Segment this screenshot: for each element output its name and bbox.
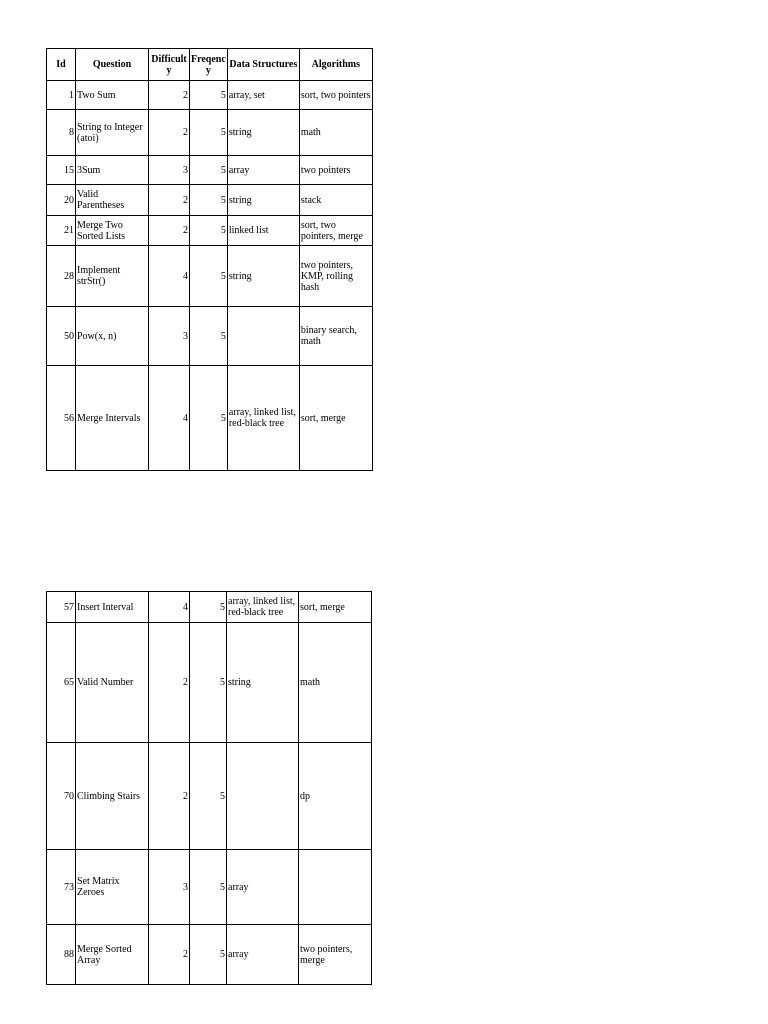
table-row: [47, 185, 373, 216]
table-row: [47, 156, 373, 185]
table-row: [47, 307, 373, 366]
cell-question: Merge Sorted Array: [76, 925, 149, 985]
cell-difficulty: 4: [149, 246, 190, 307]
cell-frequency: 5: [190, 623, 227, 743]
header-difficulty: Difficult y: [149, 49, 190, 81]
cell-frequency: 5: [190, 366, 228, 471]
cell-data-structures: string: [227, 110, 299, 156]
cell-id: 21: [47, 216, 76, 246]
cell-algorithms: sort, two pointers: [299, 81, 372, 110]
cell-id: 20: [47, 185, 76, 216]
cell-frequency: 5: [190, 925, 227, 985]
cell-data-structures: array, linked list, red-black tree: [227, 366, 299, 471]
cell-data-structures: array: [227, 850, 299, 925]
cell-question: Implement strStr(): [76, 246, 149, 307]
header-frequency: Freqenc y: [190, 49, 228, 81]
header-data-structures: Data Structures: [227, 49, 299, 81]
cell-frequency: 5: [190, 216, 228, 246]
cell-difficulty: 3: [149, 307, 190, 366]
cell-id: 70: [47, 743, 76, 850]
cell-frequency: 5: [190, 743, 227, 850]
cell-frequency: 5: [190, 850, 227, 925]
cell-data-structures: array: [227, 156, 299, 185]
cell-algorithms: binary search, math: [299, 307, 372, 366]
cell-question: Valid Number: [76, 623, 149, 743]
cell-frequency: 5: [190, 110, 228, 156]
cell-question: 3Sum: [76, 156, 149, 185]
cell-algorithms: two pointers, KMP, rolling hash: [299, 246, 372, 307]
cell-difficulty: 2: [149, 743, 190, 850]
cell-data-structures: [227, 307, 299, 366]
cell-frequency: 5: [190, 81, 228, 110]
cell-algorithms: two pointers, merge: [299, 925, 372, 985]
cell-algorithms: dp: [299, 743, 372, 850]
cell-id: 88: [47, 925, 76, 985]
cell-question: Climbing Stairs: [76, 743, 149, 850]
cell-data-structures: array, set: [227, 81, 299, 110]
cell-data-structures: string: [227, 246, 299, 307]
cell-id: 28: [47, 246, 76, 307]
cell-id: 1: [47, 81, 76, 110]
cell-algorithms: sort, merge: [299, 366, 372, 471]
cell-algorithms: sort, merge: [299, 592, 372, 623]
cell-frequency: 5: [190, 592, 227, 623]
table-row: [47, 850, 372, 925]
cell-frequency: 5: [190, 185, 228, 216]
cell-data-structures: array, linked list, red-black tree: [227, 592, 299, 623]
cell-difficulty: 4: [149, 366, 190, 471]
header-algorithms: Algorithms: [299, 49, 372, 81]
cell-question: Two Sum: [76, 81, 149, 110]
cell-id: 8: [47, 110, 76, 156]
cell-difficulty: 3: [149, 156, 190, 185]
header-row: [47, 49, 373, 81]
cell-id: 57: [47, 592, 76, 623]
cell-data-structures: array: [227, 925, 299, 985]
table-row: [47, 110, 373, 156]
table-row: [47, 366, 373, 471]
cell-question: Pow(x, n): [76, 307, 149, 366]
cell-question: Merge Two Sorted Lists: [76, 216, 149, 246]
table-row: [47, 216, 373, 246]
cell-algorithms: [299, 850, 372, 925]
cell-data-structures: [227, 743, 299, 850]
cell-id: 65: [47, 623, 76, 743]
table-row: [47, 81, 373, 110]
cell-difficulty: 2: [149, 185, 190, 216]
cell-frequency: 5: [190, 246, 228, 307]
cell-algorithms: stack: [299, 185, 372, 216]
cell-difficulty: 4: [149, 592, 190, 623]
cell-question: Valid Parentheses: [76, 185, 149, 216]
cell-frequency: 5: [190, 307, 228, 366]
cell-algorithms: two pointers: [299, 156, 372, 185]
cell-question: Set Matrix Zeroes: [76, 850, 149, 925]
cell-question: String to Integer (atoi): [76, 110, 149, 156]
cell-difficulty: 3: [149, 850, 190, 925]
cell-difficulty: 2: [149, 81, 190, 110]
cell-id: 73: [47, 850, 76, 925]
problems-table-page-2: [46, 591, 372, 985]
cell-difficulty: 2: [149, 216, 190, 246]
cell-question: Insert Interval: [76, 592, 149, 623]
header-id: Id: [47, 49, 76, 81]
cell-difficulty: 2: [149, 925, 190, 985]
cell-data-structures: string: [227, 185, 299, 216]
problems-table-page-1: [46, 48, 373, 471]
table-row: [47, 592, 372, 623]
cell-difficulty: 2: [149, 623, 190, 743]
table-row: [47, 623, 372, 743]
cell-data-structures: string: [227, 623, 299, 743]
cell-question: Merge Intervals: [76, 366, 149, 471]
cell-id: 56: [47, 366, 76, 471]
table-row: [47, 246, 373, 307]
cell-id: 15: [47, 156, 76, 185]
cell-difficulty: 2: [149, 110, 190, 156]
cell-algorithms: math: [299, 623, 372, 743]
header-question: Question: [76, 49, 149, 81]
table-row: [47, 743, 372, 850]
cell-algorithms: sort, two pointers, merge: [299, 216, 372, 246]
cell-data-structures: linked list: [227, 216, 299, 246]
cell-algorithms: math: [299, 110, 372, 156]
table-row: [47, 925, 372, 985]
cell-id: 50: [47, 307, 76, 366]
cell-frequency: 5: [190, 156, 228, 185]
